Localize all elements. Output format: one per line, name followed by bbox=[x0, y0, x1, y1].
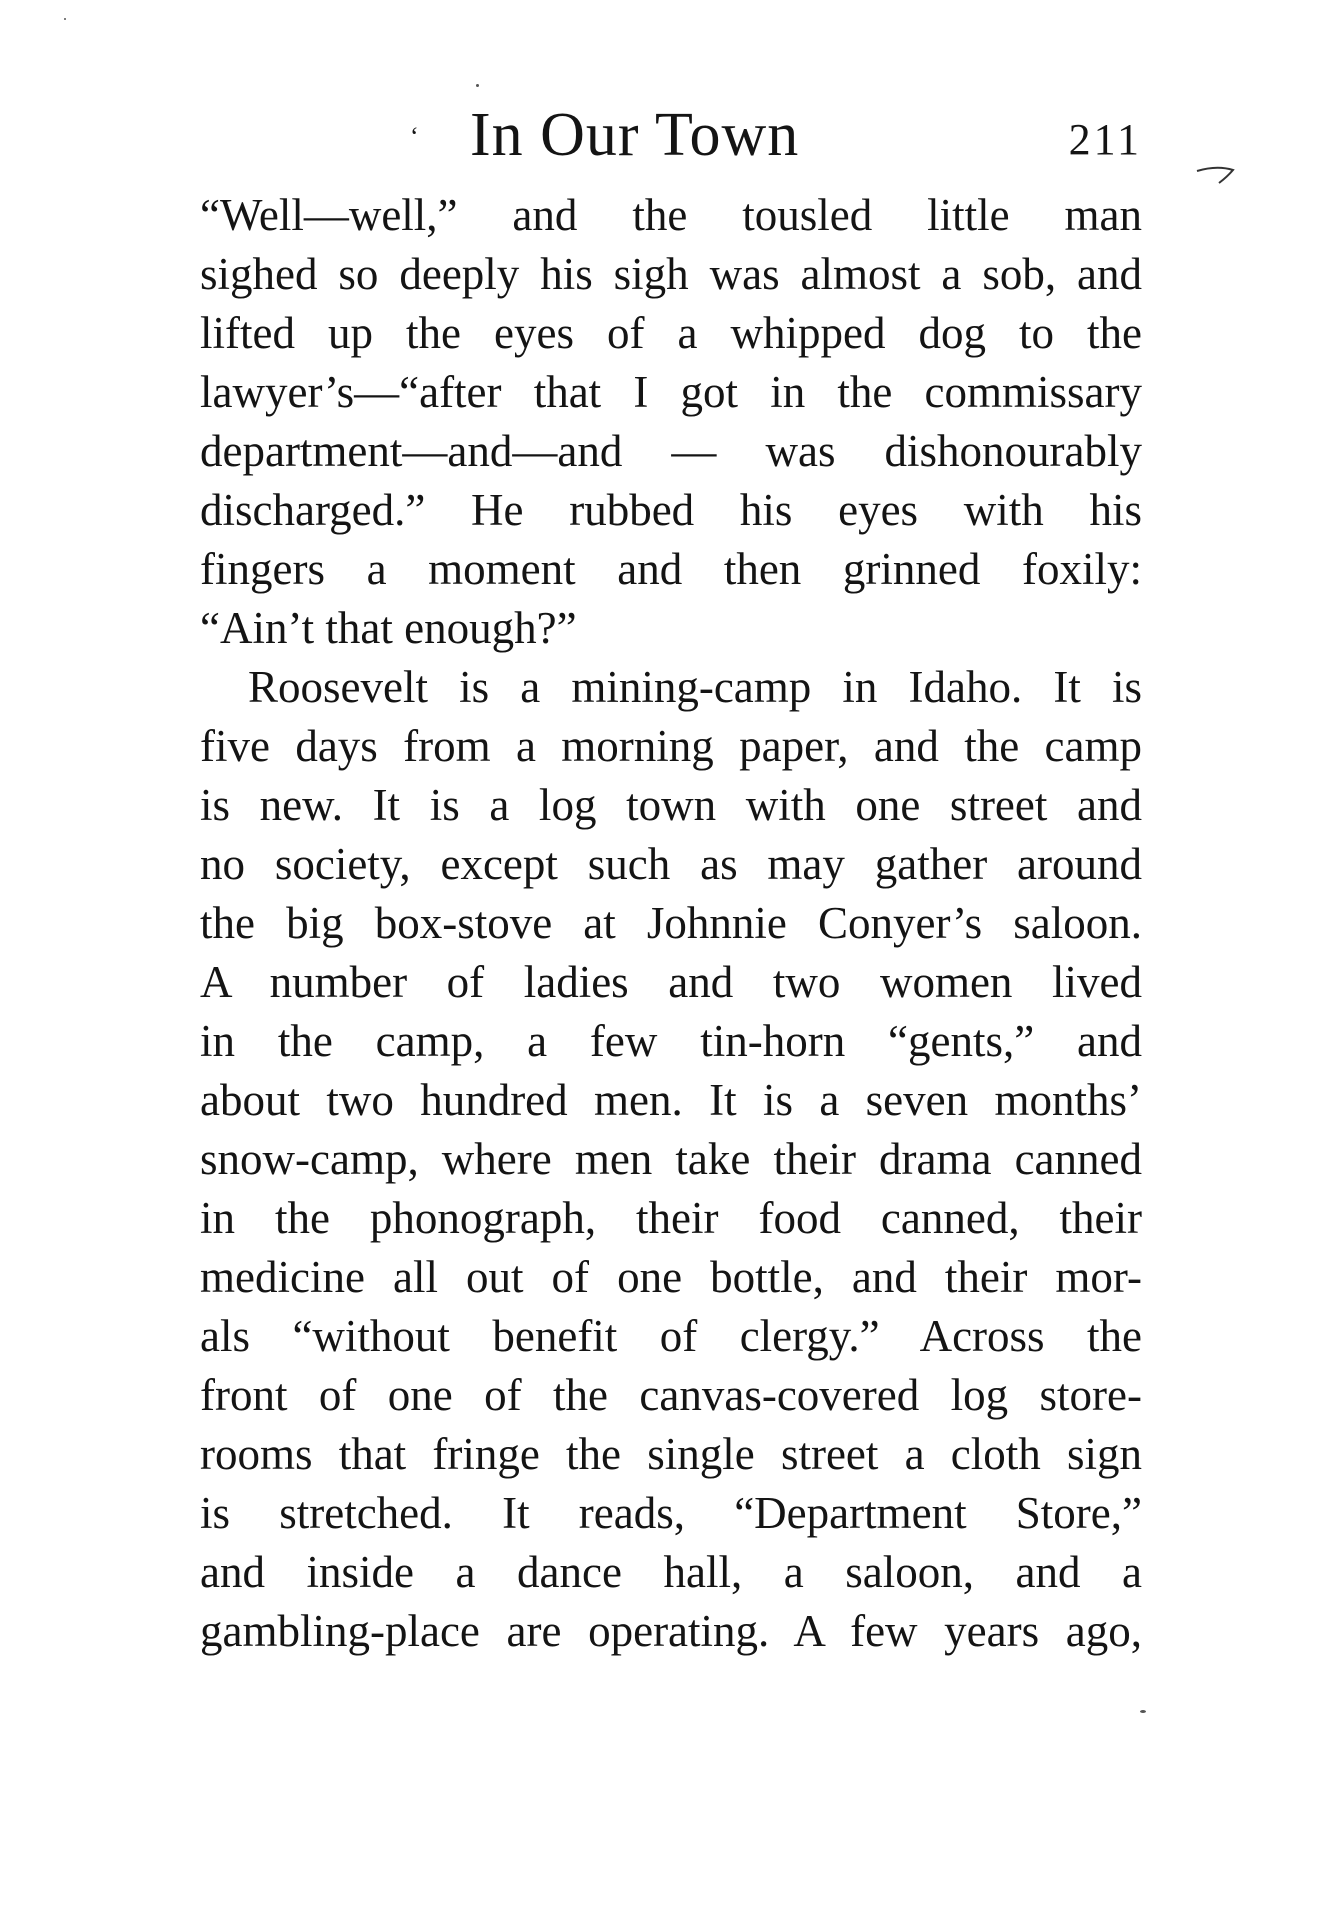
text-line: gambling-place are operating. A few years ago, bbox=[200, 1606, 1142, 1656]
paragraph bbox=[200, 658, 1142, 1661]
text-line: lifted up the eyes of a whipped dog to the bbox=[200, 308, 1142, 358]
text-line: A number of ladies and two women lived bbox=[200, 957, 1142, 1007]
text-line: medicine all out of one bottle, and their mor- bbox=[200, 1252, 1142, 1302]
running-header bbox=[200, 100, 1142, 170]
text-line: the big box-stove at Johnnie Conyer’s saloon. bbox=[200, 898, 1142, 948]
text-line: is new. It is a log town with one street and bbox=[200, 780, 1142, 830]
text-line: department—and—and — was dishonourably bbox=[200, 426, 1142, 476]
margin-pencil-mark bbox=[1195, 165, 1239, 189]
running-title: In Our Town bbox=[470, 101, 800, 169]
header-mark: ‘ bbox=[410, 122, 419, 151]
text-line: rooms that fringe the single street a cloth sign bbox=[200, 1429, 1142, 1479]
text-line: Roosevelt is a mining-camp in Idaho. It is bbox=[248, 662, 1142, 712]
text-line: “Well—well,” and the tousled little man bbox=[200, 190, 1142, 240]
paper-speck bbox=[476, 84, 479, 87]
paper-speck bbox=[1140, 1710, 1146, 1713]
text-line: fingers a moment and then grinned foxily: bbox=[200, 544, 1142, 594]
text-line: about two hundred men. It is a seven months’ bbox=[200, 1075, 1142, 1125]
text-line: sighed so deeply his sigh was almost a sob, and bbox=[200, 249, 1142, 299]
text-line: in the camp, a few tin-horn “gents,” and bbox=[200, 1016, 1142, 1066]
text-line: als “without benefit of clergy.” Across the bbox=[200, 1311, 1142, 1361]
text-line: lawyer’s—“after that I got in the commissary bbox=[200, 367, 1142, 417]
text-line: snow-camp, where men take their drama canned bbox=[200, 1134, 1142, 1184]
page-number: 211 bbox=[1068, 115, 1142, 164]
text-line: front of one of the canvas-covered log store- bbox=[200, 1370, 1142, 1420]
paper-speck bbox=[64, 18, 66, 20]
text-line: “Ain’t that enough?” bbox=[200, 603, 577, 653]
text-line: discharged.” He rubbed his eyes with his bbox=[200, 485, 1142, 535]
text-line: and inside a dance hall, a saloon, and a bbox=[200, 1547, 1142, 1597]
text-line: in the phonograph, their food canned, their bbox=[200, 1193, 1142, 1243]
paragraph bbox=[200, 186, 1142, 658]
text-line: five days from a morning paper, and the camp bbox=[200, 721, 1142, 771]
text-line: is stretched. It reads, “Department Store,” bbox=[200, 1488, 1142, 1538]
body-text bbox=[200, 186, 1142, 1661]
text-line: no society, except such as may gather around bbox=[200, 839, 1142, 889]
